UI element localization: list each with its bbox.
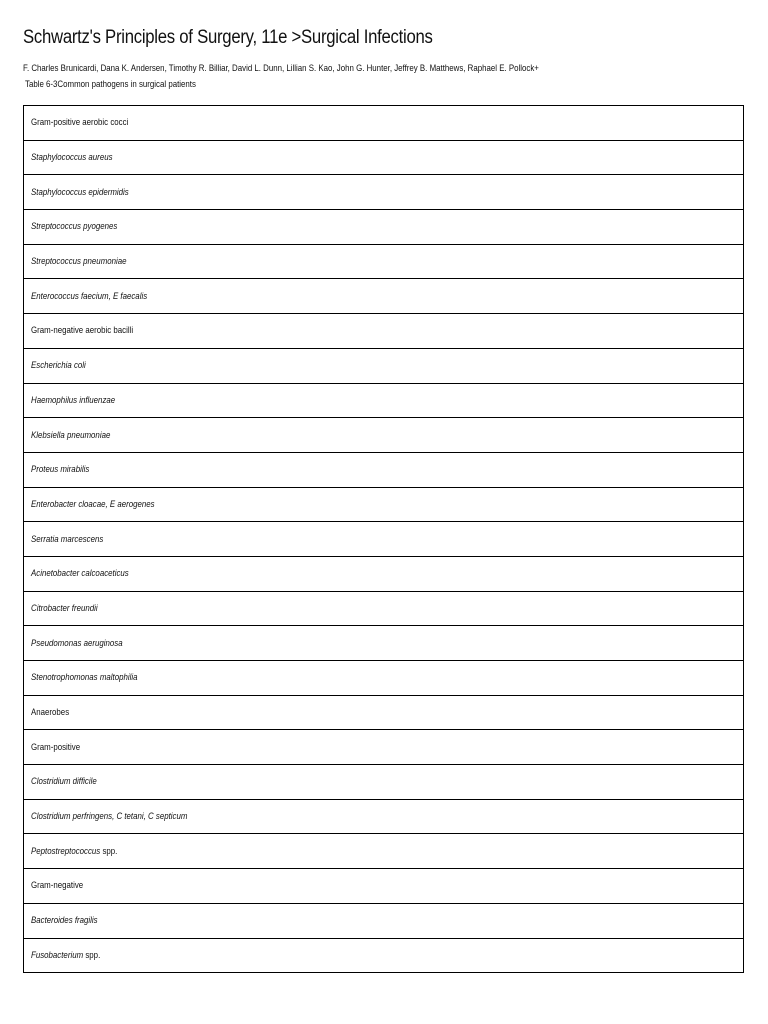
pathogen-name: Streptococcus pneumoniae — [31, 256, 127, 268]
cell-text — [31, 742, 80, 753]
table-row — [24, 279, 744, 314]
table-row — [24, 799, 744, 834]
pathogen-name: Streptococcus pyogenes — [31, 221, 118, 233]
cell-text — [31, 707, 69, 718]
cell-text — [31, 430, 110, 441]
table-row — [24, 661, 744, 696]
cell-text — [31, 811, 187, 822]
table-row — [24, 106, 744, 141]
table-cell — [24, 348, 744, 383]
table-cell — [24, 487, 744, 522]
table-cell — [24, 799, 744, 834]
table-cell — [24, 175, 744, 210]
page-title: Schwartz's Principles of Surgery, 11e >Surgical Infections — [23, 27, 433, 48]
cell-text — [31, 672, 138, 683]
table-row — [24, 730, 744, 765]
pathogen-name: Acinetobacter calcoaceticus — [31, 568, 129, 580]
pathogen-name: Staphylococcus epidermidis — [31, 186, 129, 198]
pathogen-suffix: spp. — [83, 949, 101, 961]
cell-text — [31, 187, 129, 198]
table-cell — [24, 556, 744, 591]
cell-text — [31, 776, 97, 787]
pathogen-table-body — [24, 106, 744, 973]
table-cell — [24, 140, 744, 175]
pathogen-name: Gram-positive — [31, 741, 81, 753]
table-cell — [24, 869, 744, 904]
pathogen-name: Clostridium difficile — [31, 776, 97, 788]
pathogen-name: Anaerobes — [31, 707, 70, 719]
table-cell — [24, 244, 744, 279]
pathogen-name: Klebsiella pneumoniae — [31, 429, 111, 441]
table-cell — [24, 765, 744, 800]
table-row — [24, 556, 744, 591]
pathogen-name: Enterococcus faecium, E faecalis — [31, 290, 148, 302]
pathogen-name: Proteus mirabilis — [31, 464, 90, 476]
table-cell — [24, 834, 744, 869]
table-row — [24, 487, 744, 522]
table-row — [24, 903, 744, 938]
pathogen-name: Enterobacter cloacae, E aerogenes — [31, 498, 155, 510]
cell-text — [31, 360, 86, 371]
table-row — [24, 348, 744, 383]
cell-text — [31, 291, 147, 302]
pathogen-name: Stenotrophomonas maltophilia — [31, 672, 138, 684]
table-cell — [24, 210, 744, 245]
cell-text — [31, 568, 129, 579]
cell-text — [31, 880, 83, 891]
cell-text — [31, 638, 123, 649]
cell-text — [31, 464, 89, 475]
cell-text — [31, 395, 115, 406]
table-row — [24, 314, 744, 349]
table-row — [24, 765, 744, 800]
cell-text — [31, 534, 103, 545]
pathogen-name: Citrobacter freundii — [31, 602, 98, 614]
table-row — [24, 869, 744, 904]
table-cell — [24, 383, 744, 418]
table-row — [24, 834, 744, 869]
table-row — [24, 210, 744, 245]
author-list: F. Charles Brunicardi, Dana K. Andersen, Timothy R. Billiar, David L. Dunn, Lillian S. Kao, John G. Hunter, Jeffrey B. Matthews, Raphael E. Pollock+ — [23, 63, 539, 74]
table-cell — [24, 106, 744, 141]
table-row — [24, 244, 744, 279]
pathogen-suffix: spp. — [100, 845, 118, 857]
table-row — [24, 522, 744, 557]
pathogen-name: Staphylococcus aureus — [31, 152, 113, 164]
cell-text — [31, 256, 127, 267]
cell-text — [31, 221, 117, 232]
cell-text — [31, 499, 155, 510]
pathogen-name: Peptostreptococcus — [31, 845, 101, 857]
table-row — [24, 383, 744, 418]
cell-text — [31, 117, 128, 128]
table-cell — [24, 903, 744, 938]
table-row — [24, 175, 744, 210]
table-cell — [24, 626, 744, 661]
table-row — [24, 938, 744, 973]
table-cell — [24, 279, 744, 314]
pathogen-name: Gram-negative aerobic bacilli — [31, 325, 134, 337]
table-row — [24, 140, 744, 175]
table-row — [24, 626, 744, 661]
pathogen-table — [23, 105, 744, 973]
cell-text — [31, 325, 133, 336]
table-cell — [24, 938, 744, 973]
table-cell — [24, 452, 744, 487]
cell-text — [31, 915, 98, 926]
pathogen-name: Pseudomonas aeruginosa — [31, 637, 123, 649]
table-cell — [24, 661, 744, 696]
pathogen-name: Clostridium perfringens, C tetani, C septicum — [31, 811, 188, 823]
table-cell — [24, 695, 744, 730]
pathogen-name: Gram-positive aerobic cocci — [31, 117, 129, 129]
table-row — [24, 452, 744, 487]
table-cell — [24, 418, 744, 453]
table-row — [24, 418, 744, 453]
pathogen-name: Bacteroides fragilis — [31, 915, 98, 927]
table-row — [24, 695, 744, 730]
table-row — [24, 591, 744, 626]
cell-text — [31, 950, 100, 961]
cell-text — [31, 152, 113, 163]
table-cell — [24, 522, 744, 557]
table-cell — [24, 591, 744, 626]
pathogen-name: Gram-negative — [31, 880, 84, 892]
pathogen-name: Escherichia coli — [31, 360, 86, 372]
pathogen-name: Fusobacterium — [31, 949, 84, 961]
pathogen-name: Serratia marcescens — [31, 533, 104, 545]
table-caption: Table 6-3Common pathogens in surgical patients — [25, 79, 196, 90]
cell-text — [31, 603, 98, 614]
table-cell — [24, 730, 744, 765]
table-cell — [24, 314, 744, 349]
pathogen-name: Haemophilus influenzae — [31, 394, 116, 406]
cell-text — [31, 846, 117, 857]
